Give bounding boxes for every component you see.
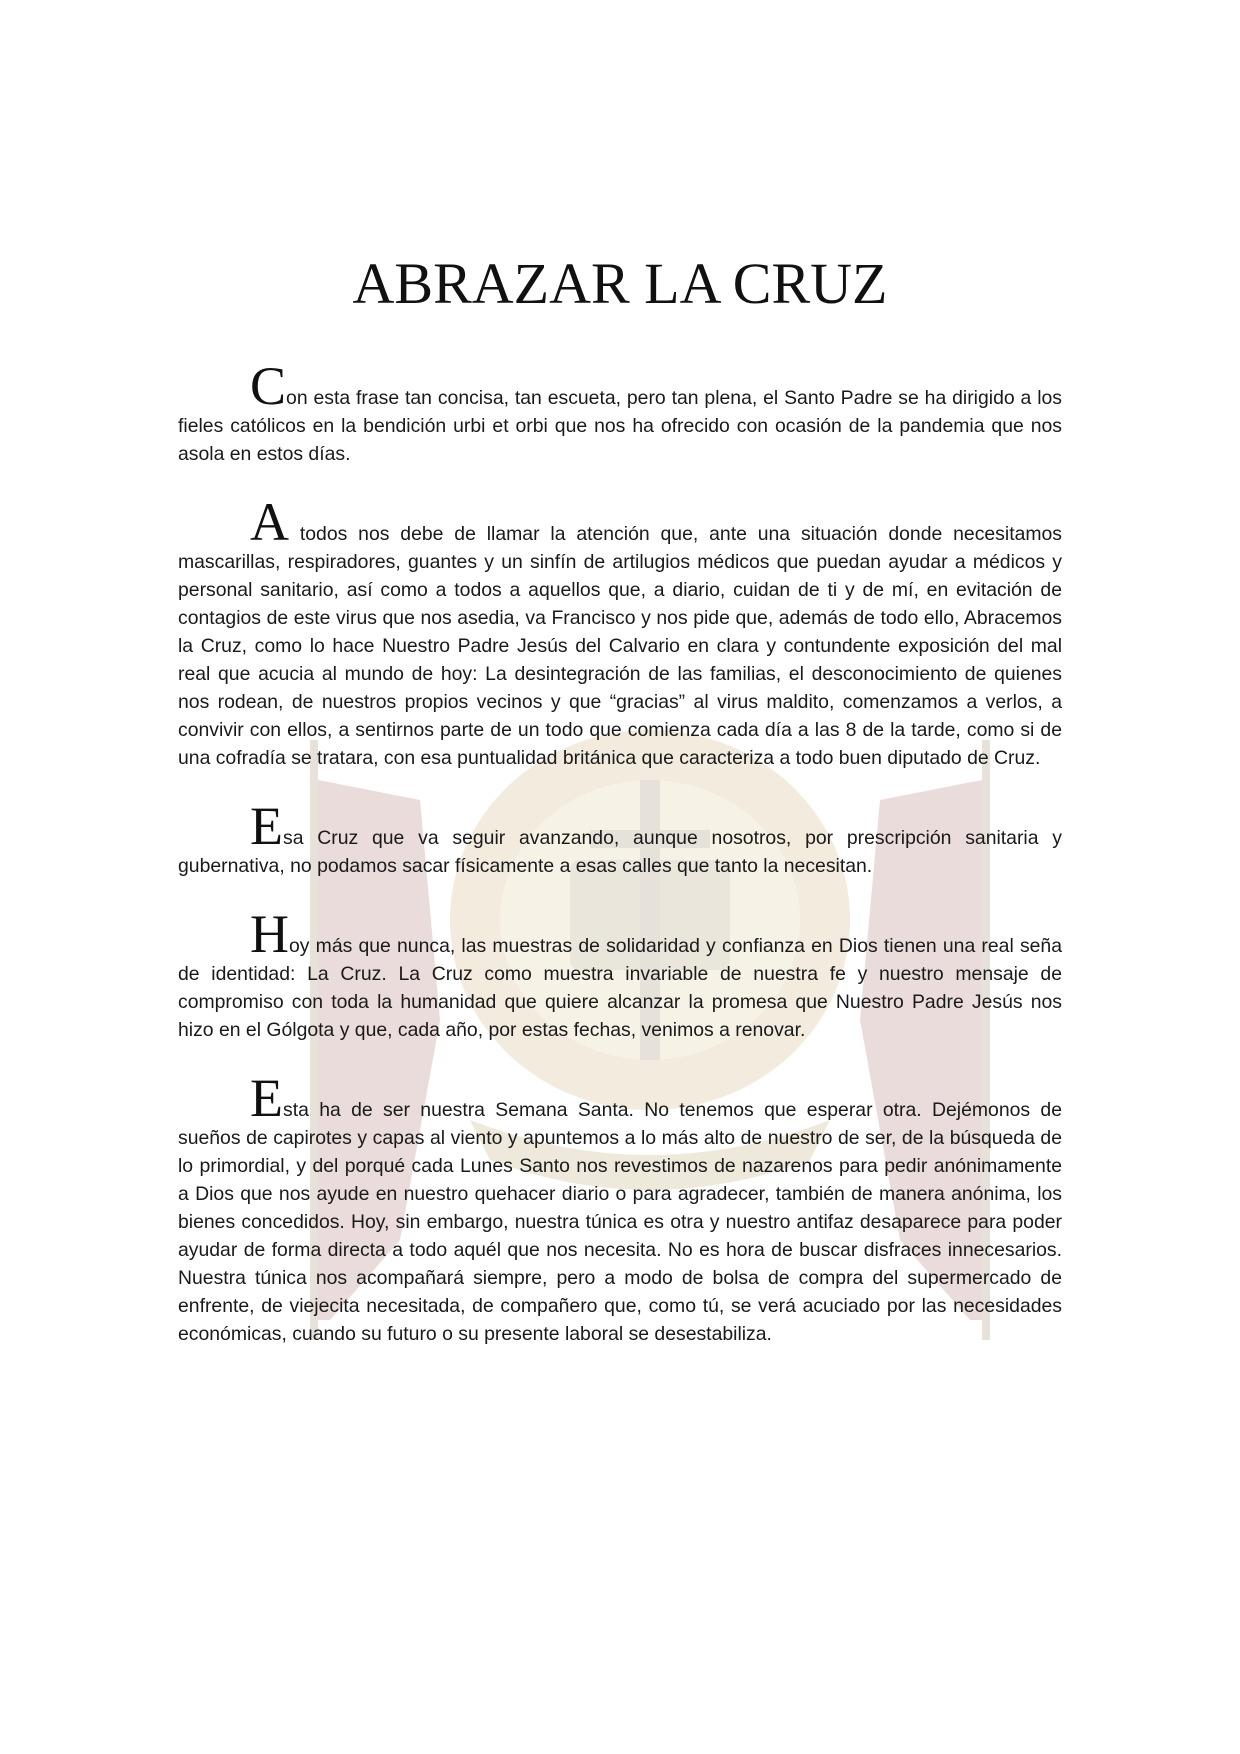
drop-cap: E <box>250 1068 283 1128</box>
paragraph-text: todos nos debe de llamar la atención que, ante una situación donde necesitamos mascarillas, respiradores, guantes y un sinfín de artilugios médicos que puedan ayudar a médicos y personal sanitario, así como a todos a aquellos que, a diario, cuidan de ti y de mí, en evitación de contagios de este virus que nos asedia, va Francisco y nos pide que, además de todo ello, Abracemos la Cruz, como lo hace Nuestro Padre Jesús del Calvario en clara y contundente exposición del mal real que acucia al mundo de hoy: La desintegración de las familias, el desconocimiento de quienes nos rodean, de nuestros propios vecinos y que “gracias” al virus maldito, comenzamos a verlos, a convivir con ellos, a sentirnos parte de un todo que comienza cada día a las 8 de la tarde, como si de una cofradía se tratara, con esa puntualidad británica que caracteriza a todo buen diputado de Cruz. <box>178 523 1062 769</box>
paragraph-text: sa Cruz que va seguir avanzando, aunque nosotros, por prescripción sanitaria y gubernativa, no podamos sacar físicamente a esas calles que tanto la necesitan. <box>178 827 1062 877</box>
paragraph-text: sta ha de ser nuestra Semana Santa. No tenemos que esperar otra. Dejémonos de sueños de capirotes y capas al viento y apuntemos a lo más alto de nuestro de ser, de la búsqueda de lo primordial, y del porqué cada Lunes Santo nos revestimos de nazarenos para pedir anónimamente a Dios que nos ayude en nuestro quehacer diario o para agradecer, también de manera anónima, los bienes concedidos. Hoy, sin embargo, nuestra túnica es otra y nuestro antifaz desaparece para poder ayudar de forma directa a todo aquél que nos necesita. No es hora de buscar disfraces innecesarios. Nuestra túnica nos acompañará siempre, pero a modo de bolsa de compra del supermercado de enfrente, de viejecita necesitada, de compañero que, como tú, se verá acuciado por las necesidades económicas, cuando su futuro o su presente laboral se desestabiliza. <box>178 1099 1062 1345</box>
paragraph-2 <box>178 492 1062 772</box>
paragraph-4 <box>178 904 1062 1044</box>
paragraph-3 <box>178 796 1062 880</box>
paragraph-1 <box>178 356 1062 468</box>
paragraph-5 <box>178 1068 1062 1348</box>
document-body <box>178 356 1062 1388</box>
drop-cap: A <box>250 492 289 552</box>
drop-cap: E <box>250 796 283 856</box>
paragraph-text: oy más que nunca, las muestras de solidaridad y confianza en Dios tienen una real seña de identidad: La Cruz. La Cruz como muestra invariable de nuestra fe y nuestro mensaje de compromiso con toda la humanidad que quiere alcanzar la promesa que Nuestro Padre Jesús nos hizo en el Gólgota y que, cada año, por estas fechas, venimos a renovar. <box>178 935 1062 1041</box>
drop-cap: C <box>250 356 287 416</box>
paragraph-text: on esta frase tan concisa, tan escueta, pero tan plena, el Santo Padre se ha dirigido a los fieles católicos en la bendición urbi et orbi que nos ha ofrecido con ocasión de la pandemia que nos asola en estos días. <box>178 387 1062 465</box>
page-title: ABRAZAR LA CRUZ <box>352 251 888 316</box>
drop-cap: H <box>250 904 289 964</box>
